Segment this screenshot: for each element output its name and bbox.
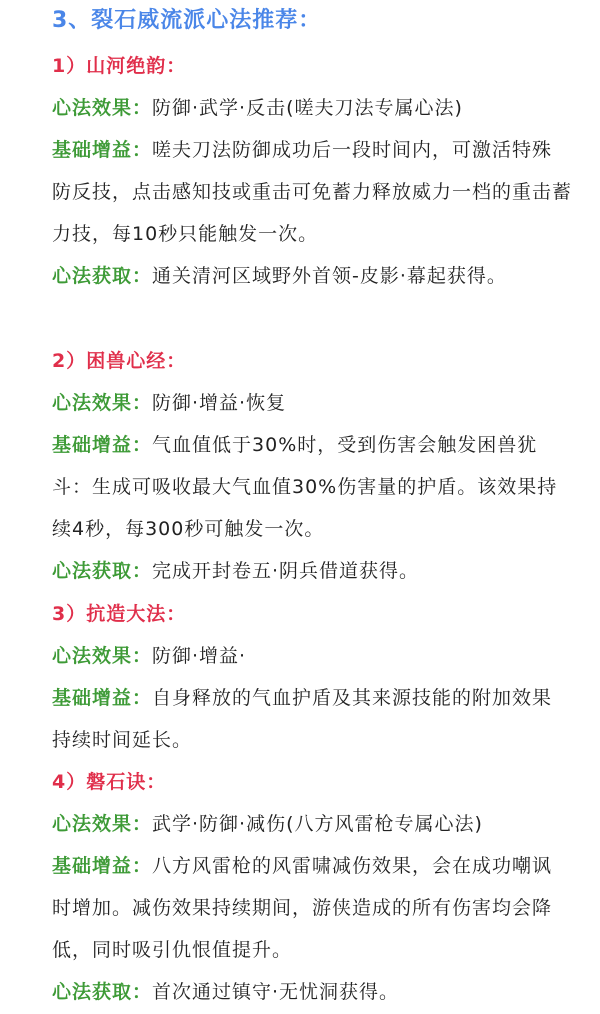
- bonus-label: 基础增益：: [52, 855, 153, 877]
- item-1-obtain: [52, 255, 572, 297]
- obtain-text: 首次通过镇守·无忧洞获得。: [152, 981, 400, 1003]
- item-3-bonus: [52, 677, 572, 761]
- item-2-effect: [52, 382, 572, 424]
- item-4-effect: [52, 803, 572, 845]
- item-2-obtain: [52, 550, 572, 592]
- item-heading-2: 2）困兽心经：: [52, 350, 187, 372]
- bonus-text: 自身释放的气血护盾及其来源技能的附加效果持续时间延长。: [52, 687, 553, 751]
- item-2-bonus: [52, 424, 572, 550]
- effect-text: 防御·武学·反击(嗟夫刀法专属心法): [152, 97, 463, 119]
- item-heading-1: 1）山河绝韵：: [52, 55, 187, 77]
- item-heading-4: 4）磐石诀：: [52, 771, 167, 793]
- obtain-text: 完成开封卷五·阴兵借道获得。: [152, 560, 420, 582]
- item-1-effect: [52, 87, 572, 129]
- effect-label: 心法效果：: [52, 97, 153, 119]
- bonus-label: 基础增益：: [52, 139, 153, 161]
- bonus-label: 基础增益：: [52, 687, 153, 709]
- effect-text: 武学·防御·减伤(八方风雷枪专属心法): [152, 813, 483, 835]
- obtain-label: 心法获取：: [52, 981, 153, 1003]
- bonus-text: 嗟夫刀法防御成功后一段时间内，可激活特殊防反技，点击感知技或重击可免蓄力释放威力一档的重击蓄力技，每10秒只能触发一次。: [52, 139, 573, 245]
- item-3-effect: [52, 635, 572, 677]
- item-1-bonus: [52, 129, 572, 255]
- item-4-obtain: [52, 971, 572, 1013]
- effect-label: 心法效果：: [52, 813, 153, 835]
- section-title: 3、裂石威流派心法推荐：: [52, 8, 322, 33]
- bonus-text: 气血值低于30%时，受到伤害会触发困兽犹斗：生成可吸收最大气血值30%伤害量的护盾。该效果持续4秒，每300秒可触发一次。: [52, 434, 558, 540]
- obtain-label: 心法获取：: [52, 560, 153, 582]
- obtain-label: 心法获取：: [52, 265, 153, 287]
- effect-text: 防御·增益·: [152, 645, 247, 667]
- bonus-label: 基础增益：: [52, 434, 153, 456]
- item-4-bonus: [52, 845, 572, 971]
- bonus-text: 八方风雷枪的风雷啸减伤效果，会在成功嘲讽时增加。减伤效果持续期间，游侠造成的所有伤害均会降低，同时吸引仇恨值提升。: [52, 855, 553, 961]
- effect-text: 防御·增益·恢复: [152, 392, 287, 414]
- effect-label: 心法效果：: [52, 645, 153, 667]
- effect-label: 心法效果：: [52, 392, 153, 414]
- obtain-text: 通关清河区域野外首领-皮影·幕起获得。: [152, 265, 507, 287]
- item-heading-3: 3）抗造大法：: [52, 603, 187, 625]
